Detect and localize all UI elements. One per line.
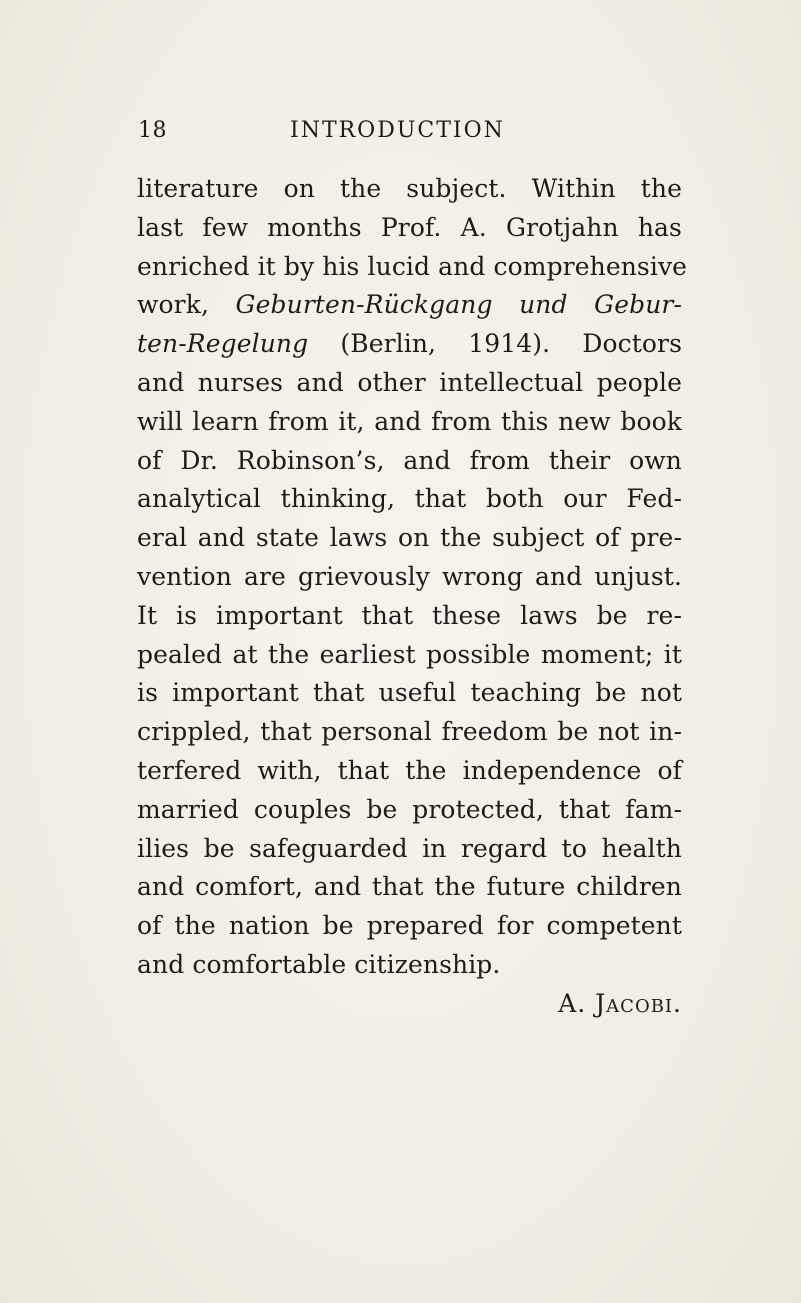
signature: [137, 985, 682, 1024]
text-line: It is important that these laws be re-: [137, 600, 682, 630]
text-fragment: work,: [137, 290, 209, 320]
text-line: vention are grievously wrong and unjust.: [137, 561, 682, 591]
text-line: last few months Prof. A. Grotjahn has: [137, 212, 682, 242]
text-line: married couples be protected, that fam-: [137, 794, 682, 824]
text-line: enriched it by his lucid and comprehensive: [137, 251, 688, 281]
page-number: 18: [138, 118, 167, 143]
text-line: ilies be safeguarded in regard to health: [137, 833, 682, 863]
book-title-italic: ten-Regelung: [137, 329, 309, 359]
text-line: eral and state laws on the subject of pre-: [137, 523, 682, 553]
text-line: [137, 286, 682, 325]
text-line: and comfort, and that the future children: [137, 872, 682, 902]
text-line: literature on the subject. Within the: [137, 174, 682, 203]
text-line: pealed at the earliest possible moment; it: [137, 639, 682, 669]
running-head: [120, 118, 680, 148]
text-line: of Dr. Robinson’s, and from their own: [137, 445, 682, 475]
text-fragment: (Berlin, 1914). Doctors: [340, 329, 682, 359]
text-line: terfered with, that the independence of: [137, 755, 682, 785]
text-line: will learn from it, and from this new book: [137, 406, 682, 436]
text-line: crippled, that personal freedom be not in-: [137, 717, 682, 747]
text-line: and comfortable citizenship.: [137, 949, 501, 979]
signature-name: A. Jacobi.: [558, 988, 682, 1018]
text-line: is important that useful teaching be not: [137, 678, 682, 708]
text-line: of the nation be prepared for competent: [137, 911, 682, 941]
text-line: and nurses and other intellectual people: [137, 367, 682, 397]
text-line: analytical thinking, that both our Fed-: [137, 484, 682, 514]
book-title-italic: Geburten-Rückgang und Gebur-: [235, 290, 683, 320]
body-text: [137, 170, 688, 1024]
text-line: [137, 325, 682, 364]
running-head-title: INTRODUCTION: [290, 118, 505, 143]
